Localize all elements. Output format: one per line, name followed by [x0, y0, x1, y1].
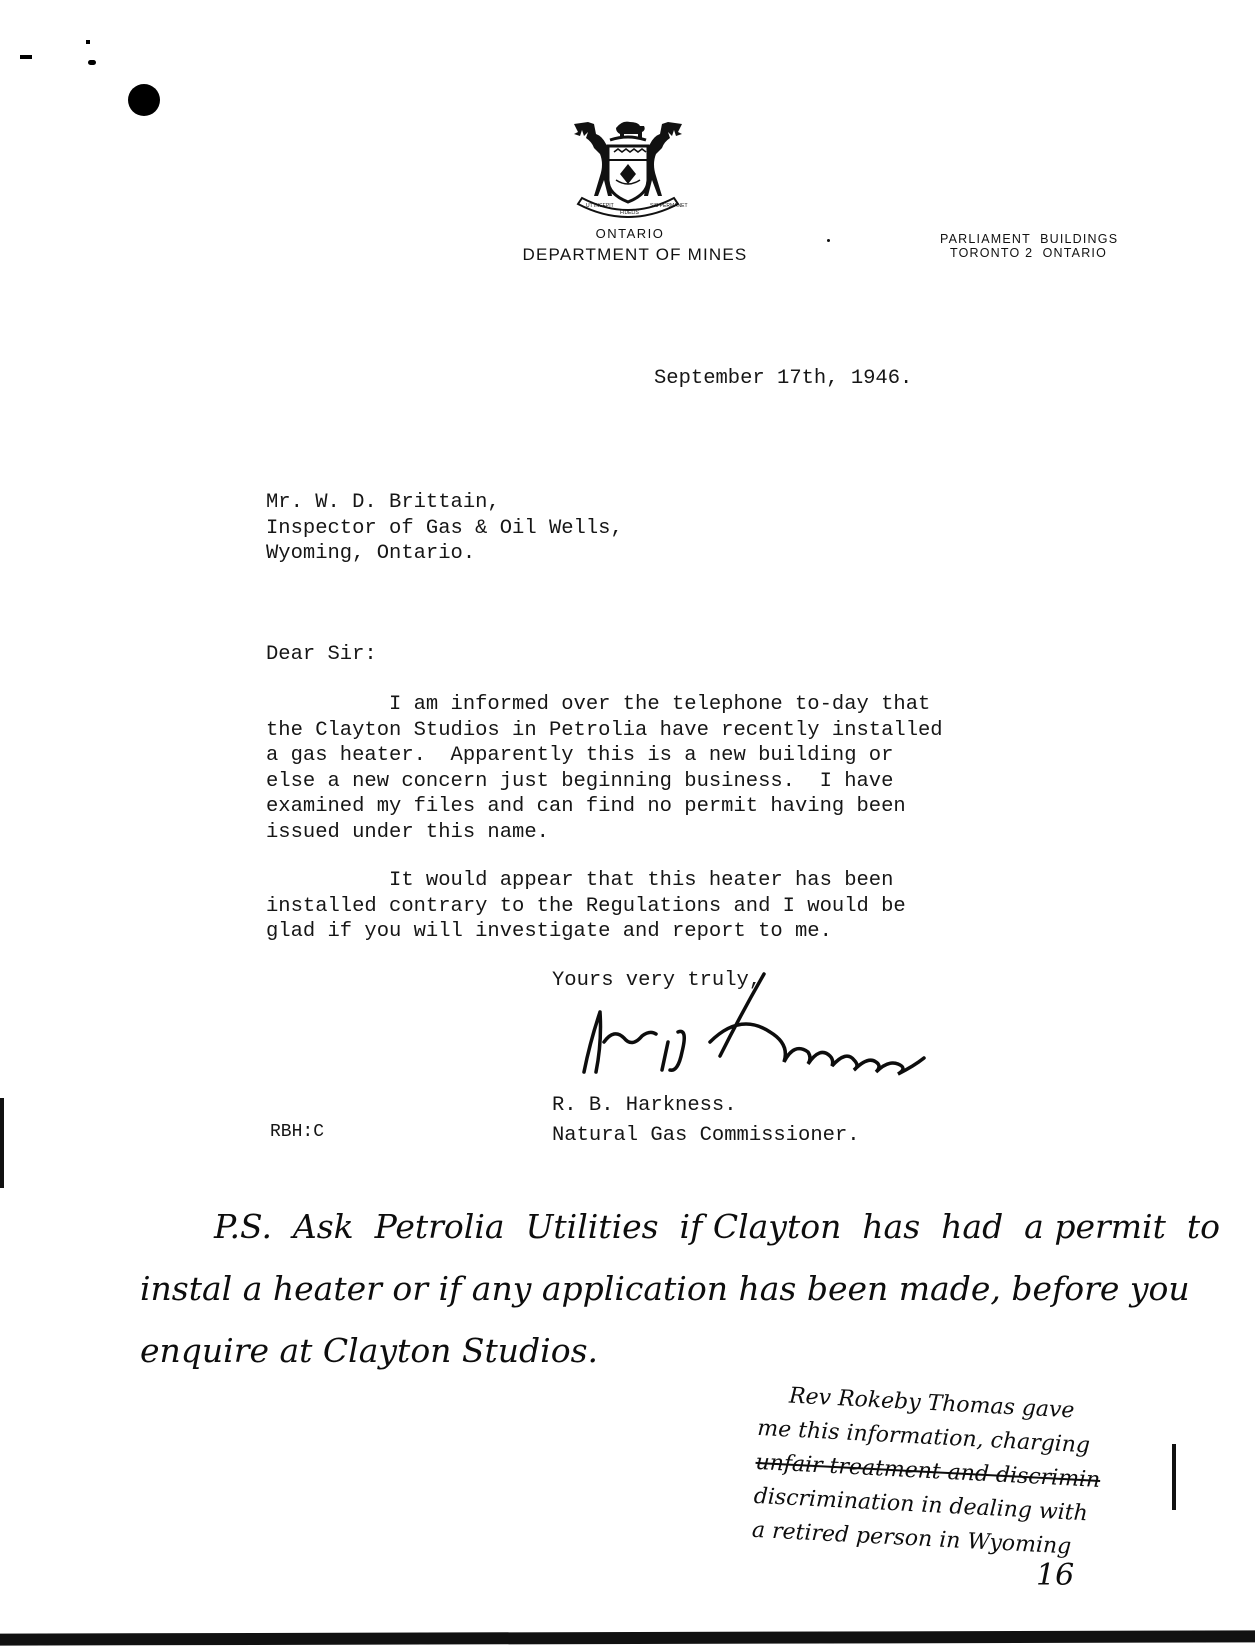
- letterhead-address-line1: PARLIAMENT BUILDINGS: [940, 232, 1119, 246]
- scan-edge-bottom: [0, 1630, 1255, 1645]
- margin-note-line: unfair treatment and discrimin: [754, 1449, 1101, 1493]
- salutation: Dear Sir:: [266, 643, 377, 666]
- handwritten-signature: [570, 972, 990, 1082]
- paragraph-line: issued under this name.: [266, 820, 549, 844]
- margin-note-bracket: [1172, 1444, 1176, 1510]
- scan-speck: [86, 40, 90, 44]
- margin-note-line: me this information, charging: [756, 1415, 1091, 1459]
- handwritten-postscript: [140, 1196, 1220, 1382]
- scan-edge-left: [0, 1098, 4, 1188]
- recipient-block: [266, 490, 623, 567]
- letter-date: September 17th, 1946.: [654, 367, 913, 390]
- crest-motto-right: SIC PERMANET: [650, 203, 688, 209]
- paragraph-line: glad if you will investigate and report to me.: [266, 920, 832, 943]
- handwritten-margin-note: [751, 1378, 1179, 1570]
- recipient-location: Wyoming, Ontario.: [266, 542, 476, 565]
- paragraph-line: I am informed over the telephone to-day that: [266, 693, 931, 716]
- signer-name: R. B. Harkness.: [552, 1094, 737, 1117]
- paragraph-line: the Clayton Studios in Petrolia have recently installed: [266, 718, 943, 742]
- recipient-title: Inspector of Gas & Oil Wells,: [266, 516, 623, 540]
- paragraph-line: else a new concern just beginning business. I have: [266, 769, 894, 793]
- ontario-coat-of-arms-icon: [564, 114, 692, 218]
- scan-speck: [20, 55, 32, 59]
- hole-punch-dot: [128, 84, 160, 116]
- scan-speck: [88, 60, 96, 65]
- paragraph-line: examined my files and can find no permit having been: [266, 795, 906, 818]
- crest-motto-left: UT INCEPIT: [586, 203, 614, 209]
- recipient-name: Mr. W. D. Brittain,: [266, 491, 500, 514]
- letterhead-department: DEPARTMENT OF MINES: [522, 245, 748, 264]
- postscript-line: instal a heater or if any application has been made, before you: [140, 1269, 1190, 1308]
- letterhead-address-line2: TORONTO 2 ONTARIO: [950, 246, 1108, 260]
- page-number-mark: 16: [1036, 1558, 1075, 1593]
- letterhead-dot: [827, 239, 830, 242]
- body-paragraph-1: [266, 692, 943, 845]
- closing: Yours very truly,: [552, 969, 762, 992]
- signer-title: Natural Gas Commissioner.: [552, 1123, 860, 1147]
- margin-note-line: a retired person in Wyoming: [751, 1517, 1072, 1560]
- reference-initials: RBH:C: [270, 1122, 325, 1142]
- signer-block: [552, 1093, 860, 1148]
- letterhead-province: ONTARIO: [595, 226, 665, 241]
- margin-note-line: discrimination in dealing with: [753, 1483, 1089, 1527]
- margin-note-line: Rev Rokeby Thomas gave: [788, 1383, 1076, 1424]
- crest-motto-center: FIDELIS: [620, 210, 639, 216]
- paragraph-line: It would appear that this heater has been: [266, 869, 894, 892]
- paragraph-line: installed contrary to the Regulations and I would be: [266, 894, 906, 918]
- paragraph-line: a gas heater. Apparently this is a new building or: [266, 744, 894, 767]
- postscript-line: enquire at Clayton Studios.: [140, 1331, 599, 1370]
- postscript-line: P.S. Ask Petrolia Utilities if Clayton has had a permit to: [214, 1207, 1220, 1246]
- body-paragraph-2: [266, 868, 906, 945]
